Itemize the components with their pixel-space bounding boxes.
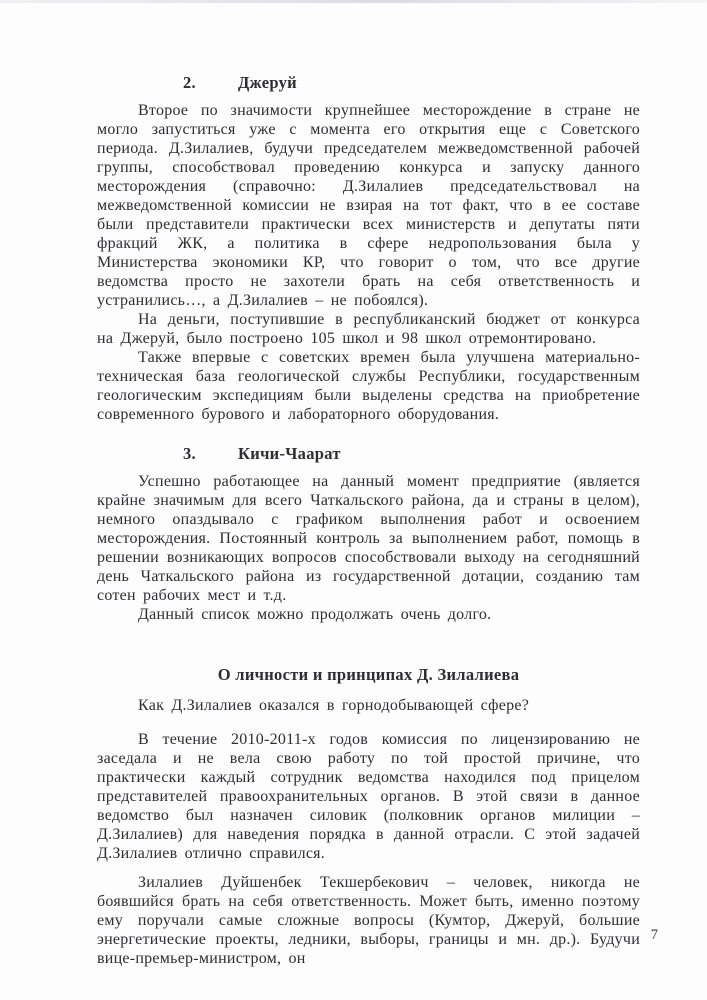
section-title-kichi-chaarat: Кичи-Чаарат bbox=[238, 444, 341, 463]
section-heading-dzheruy bbox=[183, 73, 640, 93]
section-title-dzheruy: Джеруй bbox=[238, 73, 297, 92]
paragraph-dzheruy-geology: Также впервые с советских времен была улучшена материально-техническая база геологической службы Республики, государственным геологическим экспедициям были выделены средства на приобретение современного бурового и лабораторного оборудования. bbox=[97, 349, 640, 423]
section-number-kichi-chaarat: 3. bbox=[183, 444, 196, 463]
page-number: 7 bbox=[650, 927, 658, 943]
paragraph-commission: В течение 2010-2011-х годов комиссия по лицензированию не заседала и не вела свою работу по той простой причине, что практически каждый сотрудник ведомства находился под прицелом представителей правоохранительных органов. В этой связи в данное ведомство был назначен силовик (полковник органов милиции – Д.Зилалиев) для наведения порядка в данной отрасли. С этой задачей Д.Зилалиев отлично справился. bbox=[97, 731, 640, 862]
paragraph-list-continues: Данный список можно продолжать очень долго. bbox=[138, 606, 492, 623]
paragraph-dzheruy-intro: Второе по значимости крупнейшее месторождение в стране не могло запуститься уже с момента его открытия еще с Советского периода. Д.Зилалиев, будучи председателем межведомственной рабочей группы, способствовал проведению конкурса и запуску данного месторождения (справочно: Д.Зилалиев председательствовал на межведомственной комиссии не взирая на тот факт, что в ее составе были представители практически всех министерств и депутаты пяти фракций ЖК, а политика в сфере недропользования была у Министерства экономики КР, что говорит о том, что все другие ведомства просто не захотели брать на себя ответственность и устранились…, а Д.Зилалиев – не побоялся). bbox=[97, 102, 640, 309]
paragraph-question: Как Д.Зилалиев оказался в горнодобывающей сфере? bbox=[138, 697, 530, 714]
section-number-dzheruy: 2. bbox=[183, 73, 196, 92]
document-content bbox=[97, 73, 640, 968]
paragraph-kichi-chaarat-body: Успешно работающее на данный момент предприятие (является крайне значимым для всего Чаткальского района, да и страны в целом), немного опаздывало с графиком выполнения работ и освоением месторождения. Постоянный контроль за выполнением работ, помощь в решении возникающих вопросов способствовали выходу на сегодняшний день Чаткальского района из государственной дотации, созданию там сотен рабочих мест и т.д. bbox=[97, 473, 640, 604]
paragraph-dzheruy-budget: На деньги, поступившие в республиканский бюджет от конкурса на Джеруй, было построено 105 школ и 98 школ отремонтировано. bbox=[97, 311, 640, 347]
paragraph-zilaliev-person: Зилалиев Дуйшенбек Текшербекович – человек, никогда не боявшийся брать на себя ответственность. Может быть, именно поэтому ему поручали самые сложные вопросы (Кумтор, Джеруй, большие энергетические проекты, ледники, выборы, границы и мн. др.). Будучи вице-премьер-министром, он bbox=[97, 874, 640, 967]
personality-section-heading: О личности и принципах Д. Зилалиева bbox=[217, 665, 520, 684]
section-heading-kichi-chaarat bbox=[183, 444, 640, 464]
